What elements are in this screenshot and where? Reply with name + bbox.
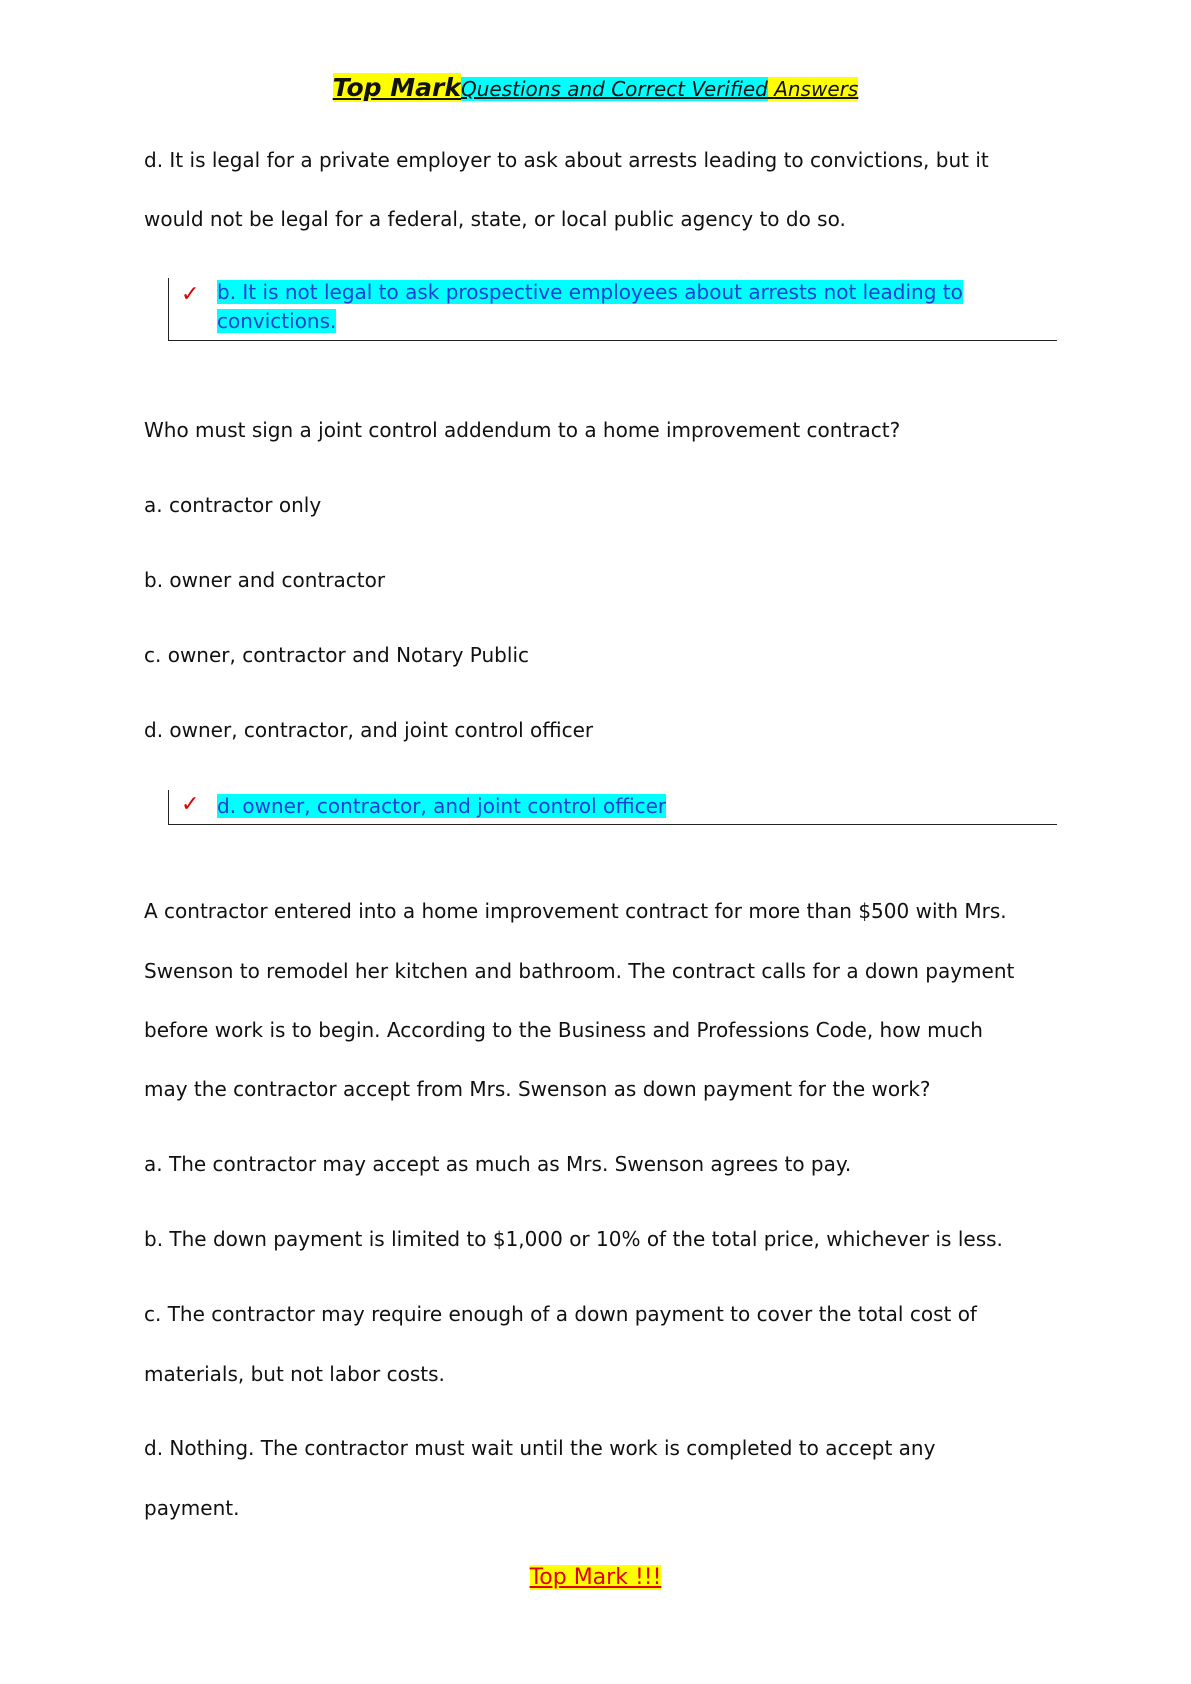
q3-option-d-line1: d. Nothing. The contractor must wait until the work is completed to accept any (144, 1436, 936, 1460)
answer-box-1 (168, 278, 1057, 341)
header-brand: Top Mark (332, 73, 461, 102)
answer-1-line2: convictions. (217, 309, 337, 333)
answer-box-2 (168, 790, 1057, 825)
q3-option-a: a. The contractor may accept as much as Mrs. Swenson agrees to pay. (144, 1152, 852, 1176)
q2-option-c: c. owner, contractor and Notary Public (144, 643, 529, 667)
q1-option-d-line2: would not be legal for a federal, state, or local public agency to do so. (144, 207, 846, 231)
footer-label: Top Mark !!! (529, 1565, 662, 1590)
q2-option-d: d. owner, contractor, and joint control officer (144, 718, 594, 742)
q3-line2: Swenson to remodel her kitchen and bathroom. The contract calls for a down payment (144, 959, 1015, 983)
q3-option-c-line2: materials, but not labor costs. (144, 1362, 445, 1386)
q3-option-c-line1: c. The contractor may require enough of a down payment to cover the total cost of (144, 1302, 977, 1326)
page-header (0, 72, 1191, 106)
header-subtitle-part1: Questions and Correct Verified (460, 77, 768, 101)
q3-line3: before work is to begin. According to the Business and Professions Code, how much (144, 1018, 983, 1042)
q3-line4: may the contractor accept from Mrs. Swenson as down payment for the work? (144, 1077, 931, 1101)
q3-option-d-line2: payment. (144, 1496, 240, 1520)
q3-option-b: b. The down payment is limited to $1,000 or 10% of the total price, whichever is less. (144, 1227, 1003, 1251)
q3-line1: A contractor entered into a home improvement contract for more than $500 with Mrs. (144, 899, 1007, 923)
q2-question: Who must sign a joint control addendum to a home improvement contract? (144, 418, 901, 442)
answer-1-line1: b. It is not legal to ask prospective employees about arrests not leading to (217, 280, 963, 304)
check-icon: ✓ (181, 282, 200, 307)
q1-option-d-line1: d. It is legal for a private employer to ask about arrests leading to convictions, but it (144, 148, 989, 172)
q2-option-b: b. owner and contractor (144, 568, 386, 592)
header-subtitle-part2: Answers (768, 77, 858, 101)
answer-2-line1: d. owner, contractor, and joint control officer (217, 794, 667, 818)
page-footer (0, 1563, 1191, 1593)
q2-option-a: a. contractor only (144, 493, 322, 517)
check-icon: ✓ (181, 792, 200, 817)
